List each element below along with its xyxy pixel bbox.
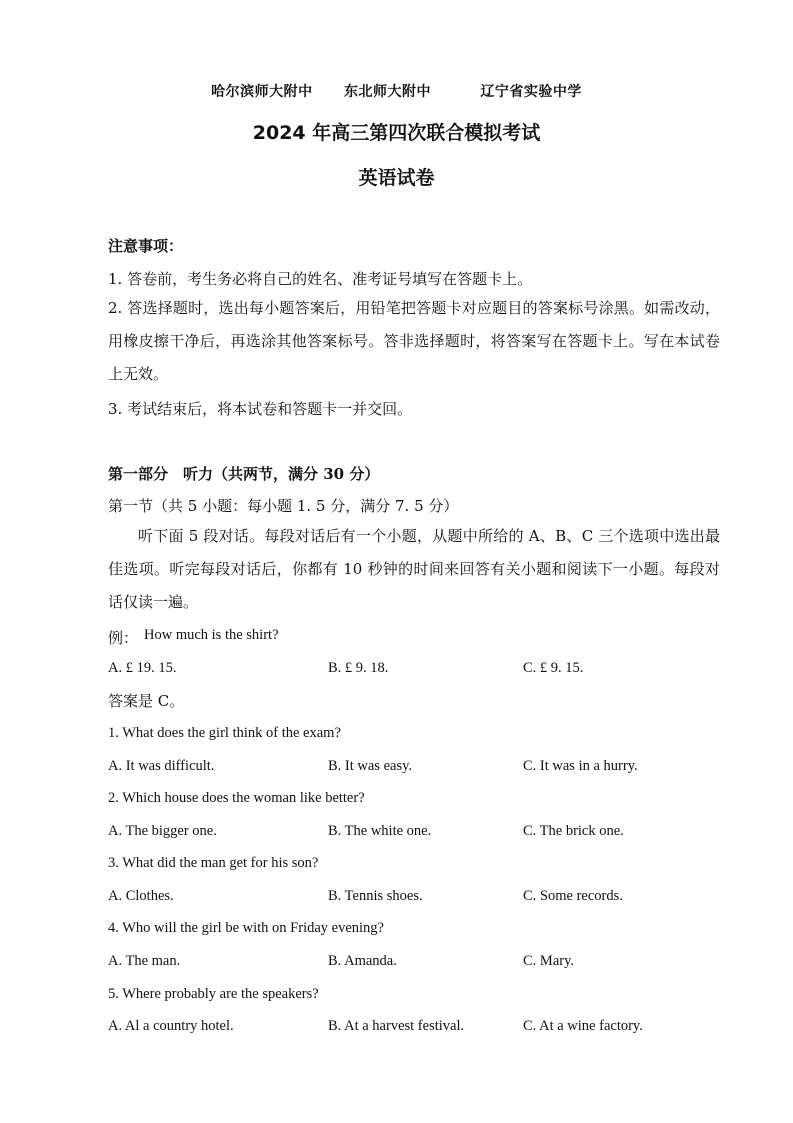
q5-option-c: C. At a wine factory.: [523, 1018, 643, 1034]
exam-title: 2024 年高三第四次联合模拟考试: [252, 122, 541, 144]
q4-option-c: C. Mary.: [523, 953, 575, 969]
q3-option-a: A. Clothes.: [108, 888, 174, 904]
q3-option-c: C. Some records.: [523, 888, 623, 904]
q1-option-b: B. It was easy.: [328, 758, 413, 774]
q5-option-a: A. Al a country hotel.: [108, 1018, 234, 1034]
section1-heading: 第一节（共 5 小题：每小题 1. 5 分，满分 7. 5 分）: [108, 497, 459, 515]
notice-item-2: 2. 答选择题时，选出每小题答案后，用铅笔把答题卡对应题目的答案标号涂黑。如需改动，用橡皮擦干净后，再选涂其他答案标号。答非选择题时，将答案写在答题卡上。写在本试卷上无效。: [108, 299, 720, 383]
example-option-b: B. £ 9. 18.: [328, 660, 389, 676]
q5-option-b: B. At a harvest festival.: [328, 1018, 465, 1034]
school-3: 辽宁省实验中学: [480, 84, 582, 100]
question-1: 1. What does the girl think of the exam?: [108, 725, 341, 741]
school-2: 东北师大附中: [344, 84, 431, 100]
example-answer: 答案是 C。: [108, 692, 185, 710]
example-option-a: A. £ 19. 15.: [108, 660, 177, 676]
question-4: 4. Who will the girl be with on Friday evening?: [108, 920, 384, 936]
exam-subtitle: 英语试卷: [358, 167, 435, 189]
q1-option-c: C. It was in a hurry.: [523, 758, 638, 774]
example-question: How much is the shirt?: [144, 627, 279, 643]
notice-item-3: 3. 考试结束后，将本试卷和答题卡一并交回。: [108, 400, 413, 418]
listening-instructions: 听下面 5 段对话。每段对话后有一个小题，从题中所给的 A、B、C 三个选项中选出最佳选项。听完每段对话后，你都有 10 秒钟的时间来回答有关小题和阅读下一小题。每段对话仅读一遍。: [108, 527, 720, 611]
q2-option-c: C. The brick one.: [523, 823, 624, 839]
school-names: [0, 81, 793, 101]
example-option-c: C. £ 9. 15.: [523, 660, 584, 676]
q4-option-a: A. The man.: [108, 953, 181, 969]
q2-option-a: A. The bigger one.: [108, 823, 217, 839]
q4-option-b: B. Amanda.: [328, 953, 397, 969]
question-2: 2. Which house does the woman like better?: [108, 790, 365, 806]
q2-option-b: B. The white one.: [328, 823, 432, 839]
q3-option-b: B. Tennis shoes.: [328, 888, 423, 904]
notice-item-1: 1. 答卷前，考生务必将自己的姓名、准考证号填写在答题卡上。: [108, 270, 533, 288]
question-5: 5. Where probably are the speakers?: [108, 986, 319, 1002]
example-label: 例：: [108, 629, 139, 647]
question-3: 3. What did the man get for his son?: [108, 855, 319, 871]
school-1: 哈尔滨师大附中: [211, 84, 313, 100]
notice-heading: 注意事项：: [108, 237, 184, 255]
q1-option-a: A. It was difficult.: [108, 758, 215, 774]
part1-heading: 第一部分 听力（共两节，满分 30 分）: [108, 465, 380, 483]
